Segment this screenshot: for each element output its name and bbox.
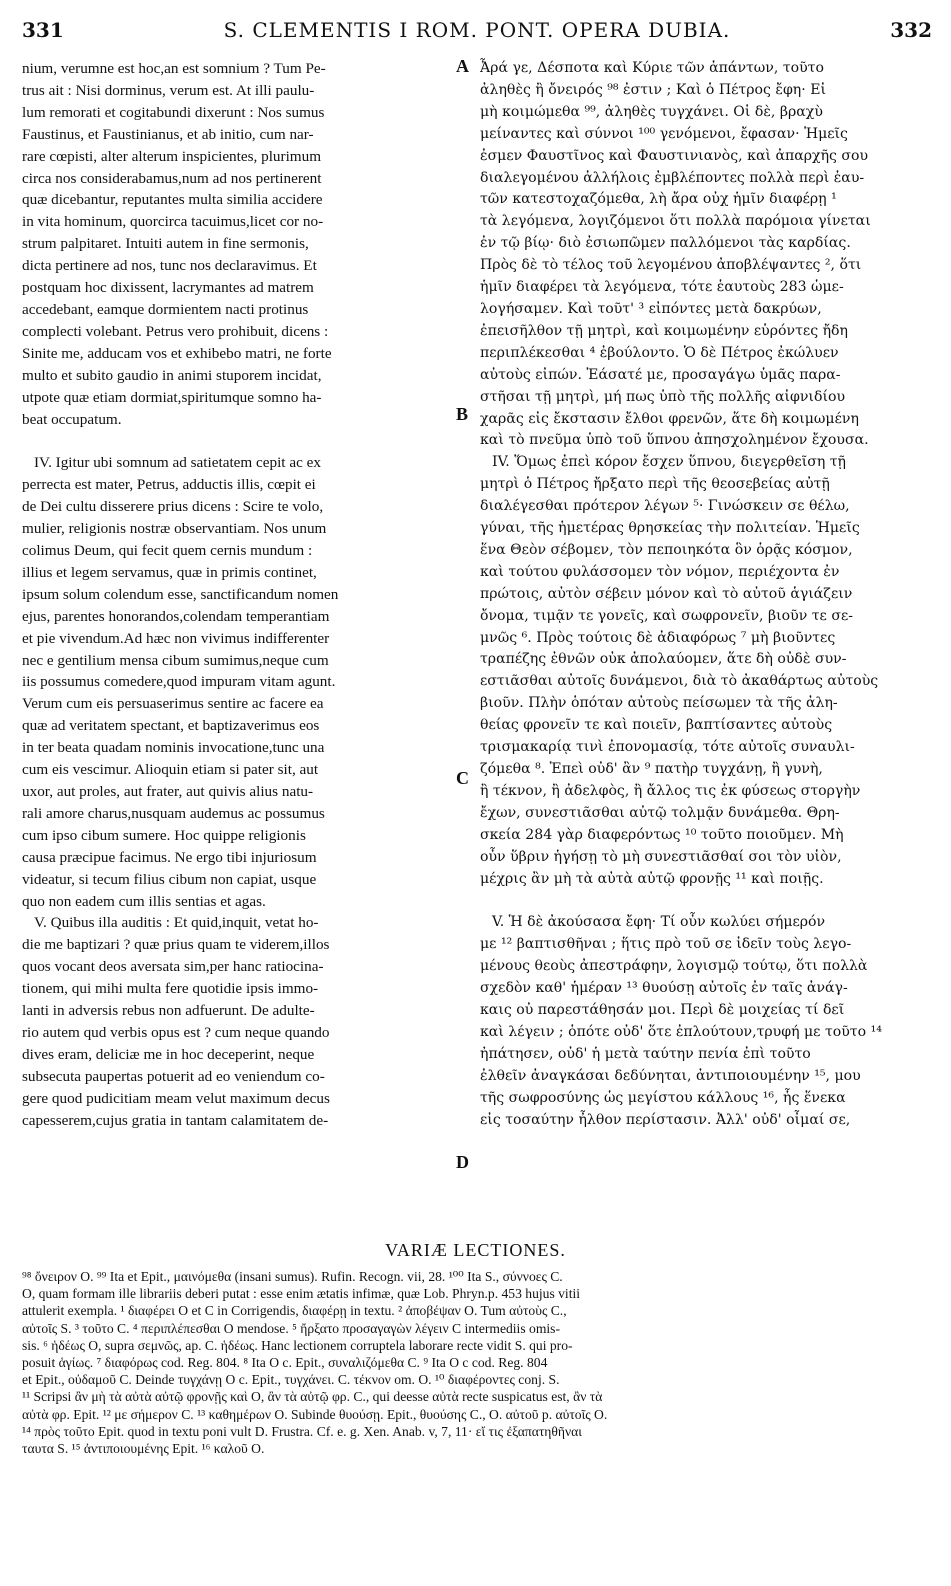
page-header	[22, 18, 932, 50]
text-line: O, quam formam ille librariis deberi putat : esse enim ætatis infimæ, quæ Lob. Phryn.p. 453 hujus vitii	[22, 1286, 581, 1302]
text-line: ὄνομα, τιμᾷν τε γονεῖς, καὶ σωφρονεῖν, βιοῦν τε σε-	[480, 607, 854, 624]
margin-marker-c: C	[456, 768, 469, 788]
text-line: gere quod pudicitiam meam velut maximum decus	[22, 1089, 330, 1107]
text-line: capesserem,cujus gratia in tantam calamitatem de-	[22, 1111, 329, 1129]
text-line: οὖν ὕβριν ἡγήσῃ τὸ μὴ συνεστιᾶσθαί σοι τὸν υἱὸν,	[480, 848, 842, 865]
text-line: μένους θεοὺς ἀπεστράφην, λογισμῷ τούτῳ, ὅτι πολλὰ	[480, 958, 868, 975]
text-line: σκεία 284 γὰρ διαφερόντως ¹⁰ τοῦτο ποιοῦμεν. Μὴ	[480, 826, 844, 843]
text-line: rio autem qud verbis opus est ? cum neque quando	[22, 1023, 330, 1041]
text-line: αὐτοὺς εἰπών. Ἐάσατέ με, προσαγάγω ὑμᾶς παρα-	[480, 366, 841, 383]
text-line: ἐλθεῖν ἀναγκάσαι δεδύνηται, ἀντιποιουμένην ¹⁵, μου	[480, 1067, 861, 1084]
text-line: μνῶς ⁶. Πρὸς τούτοις δὲ ἀδιαφόρως ⁷ μὴ βιοῦντες	[480, 629, 836, 646]
text-line: περιπλέκεσθαι ⁴ ἐβούλοντο. Ὁ δὲ Πέτρος ἐκώλυεν	[480, 344, 839, 361]
text-line: subsecuta paupertas potuerit ad eo veniendum co-	[22, 1067, 325, 1085]
text-line: V. Quibus illa auditis : Et quid,inquit, vetat ho-	[34, 914, 319, 932]
margin-marker-d: D	[456, 1152, 469, 1172]
text-line: de Dei cultu disserere prius dicens : Scire te volo,	[22, 498, 324, 516]
text-line: τῶν κατεστοχαζόμεθα, λὴ ἄρα οὐχ ἡμῖν διαφέρῃ ¹	[480, 191, 837, 208]
variae-lectiones-notes	[22, 1268, 934, 1457]
text-line: ἐν τῷ βίῳ· διὸ ἐσιωπῶμεν παλλόμενοι τὰς καρδίας.	[480, 235, 851, 252]
text-line: θείας φρονεῖν τε καὶ ποιεῖν, βαπτίσαντες αὐτοὺς	[480, 717, 833, 734]
text-line: ipsum solum colendum esse, sanctificandum nomen	[22, 585, 339, 603]
text-line: χαρᾶς εἰς ἔκστασιν ἔλθοι φρενῶν, ἅτε δὴ κοιμωμένη	[480, 410, 859, 427]
text-line: ¹¹ Scripsi ἂν μὴ τὰ αὐτὰ αὐτῷ φρονῇς καὶ O, ἂν τὰ αὐτῷ φρ. C., qui deesse αὐτὰ recte suspicatus est, ἂν τὰ	[22, 1389, 603, 1405]
text-line: IV. Ὅμως ἐπεὶ κόρον ἔσχεν ὕπνου, διεγερθεῖση τῇ	[492, 454, 847, 471]
text-line: καις οὐ παρεστάθησάν μοι. Περὶ δὲ μοιχείας τί δεῖ	[480, 1002, 845, 1019]
text-line: τρισμακαρίᾳ τινὶ ἐπονομασίᾳ, τότε αὐτοῖς συναυλι-	[480, 739, 855, 756]
text-line: uxor, aut proles, aut frater, aut quivis alius natu-	[22, 783, 314, 800]
text-line: quæ dicebantur, reputantes multa similia accidere	[22, 191, 323, 209]
text-line: cum ipso cibum sumere. Hoc quippe religionis	[22, 826, 306, 844]
paragraph-gap	[22, 430, 452, 452]
text-line: διαλεγομένου ἀλλήλοις ἐμβλέποντες πολλὰ περὶ ἑαυ-	[480, 169, 865, 186]
text-line: με ¹² βαπτισθῆναι ; ἥτις πρὸ τοῦ σε ἰδεῖν τοὺς λεγο-	[480, 936, 852, 953]
text-line: Ἆρά γε, Δέσποτα καὶ Κύριε τῶν ἁπάντων, τοῦτο	[480, 60, 824, 76]
greek-column	[480, 58, 932, 1132]
text-line: die me baptizari ? quæ prius quam te viderem,illos	[22, 936, 330, 954]
text-line: μὴ κοιμώμεθα ⁹⁹, ἀληθὲς τυγχάνει. Οἱ δὲ, βραχὺ	[480, 103, 823, 120]
text-line: καὶ τὸ πνεῦμα ὑπὸ τοῦ ὕπνου ἀπησχολημένον ἔχουσα.	[480, 432, 869, 449]
text-line: καὶ τούτου φυλάσσομεν τὸν νόμον, περιέχοντα ἐν	[480, 563, 840, 580]
text-line: causa præcipue facimus. Ne ergo tibi injuriosum	[22, 848, 317, 866]
text-line: lanti in adversis rebus non adfuerunt. De adulte-	[22, 1002, 315, 1020]
text-line: ἠπάτησεν, οὐδ' ἡ μετὰ ταύτην πενία ἐπὶ τοῦτο	[480, 1045, 811, 1062]
text-line: ἢ τέκνον, ἢ ἀδελφὸς, ἢ ἄλλος τις ἐκ φύσεως στοργὴν	[480, 782, 861, 799]
text-line: εἰς τοσαύτην ἦλθον περίστασιν. Ἀλλ' οὐδ' οἶμαί σε,	[480, 1111, 851, 1128]
text-line: in ter beata quadam nominis invocatione,tunc una	[22, 739, 325, 757]
running-title: S. CLEMENTIS I ROM. PONT. OPERA DUBIA.	[223, 18, 731, 42]
text-line: quæ ad veritatem spectant, et baptizaverimus eos	[22, 717, 320, 735]
text-line: μητρὶ ὁ Πέτρος ἤρξατο περὶ τῆς θεοσεβείας αὐτῇ	[480, 476, 830, 493]
text-line: quo non eadem cum illis sentias et agas.	[22, 892, 266, 910]
text-line: ἐσμεν Φαυστῖνος καὶ Φαυστινιανὸς, καὶ ἀπαρχῆς σου	[480, 147, 869, 164]
text-line: rare cœpisti, alter alterum inspicientes, plurimum	[22, 147, 322, 165]
text-line: quos vocant deos aversata sim,per hanc ratiocina-	[22, 958, 324, 976]
text-line: sis. ⁶ ἡδέως O, supra σεμνῶς, ap. C. ἡδέως. Hanc lectionem corruptela laborare recte vidit S. qui pro-	[22, 1337, 573, 1353]
text-line: διαλέγεσθαι πρότερον λέγων ⁵· Γινώσκειν σε θέλω,	[480, 498, 850, 515]
text-line: ἕνα Θεὸν σέβομεν, τὸν πεποιηκότα ὃν ὁρᾷς κόσμον,	[480, 541, 853, 558]
text-line: μείναντες καὶ σύννοι ¹⁰⁰ γενόμενοι, ἔφασαν· Ἡμεῖς	[480, 125, 848, 142]
text-line: αὐτοῖς S. ³ τοῦτο C. ⁴ περιπλέπεσθαι O mendose. ⁵ ἤρξατο προσαγαγὼν λέγειν C intermediis omis-	[22, 1320, 560, 1336]
text-line: τὰ λεγόμενα, λογιζόμενοι ὅτι πολλὰ παρόμοια γίνεται	[480, 213, 871, 230]
text-line: utpote quæ etiam dormiat,spiritumque somno ha-	[22, 388, 322, 406]
text-line: Faustinus, et Faustinianus, et ab initio, cum nar-	[22, 125, 314, 143]
text-line: strum palpitaret. Intuiti autem in fine sermonis,	[22, 235, 309, 253]
text-line: σχεδὸν καθ' ἡμέραν ¹³ θυούσῃ αὐτοῖς ἐν ταῖς ἀνάγ-	[480, 980, 848, 997]
text-line: et Epit., οὐδαμοῦ C. Deinde τυγχάνῃ O c. Epit., τυγχάνει. C. τέκνον om. O. ¹⁰ διαφέροντες conj. S.	[22, 1372, 560, 1388]
text-line: multo et subito gaudio in animi stuporem incidat,	[22, 366, 322, 384]
text-line: εστιᾶσθαι αὐτοῖς δυνάμενοι, διὰ τὸ ἀκαθάρτως αὐτοὺς	[480, 673, 879, 690]
text-line: ¹⁴ πρὸς τοῦτο Epit. quod in textu poni vult D. Frustra. Cf. e. g. Xen. Anab. v, 7, 11· εἴ τις ἐξαπατηθῆναι	[22, 1423, 582, 1439]
text-line: iis possumus comedere,quod impuram vitam agunt.	[22, 673, 336, 691]
text-line: ἔχων, συνεστιᾶσθαι αὐτῷ τολμᾷν δυνάμεθα. Θρη-	[480, 804, 840, 821]
text-line: Verum cum eis persuaserimus sentire ac facere ea	[22, 695, 324, 713]
text-line: τῆς σωφροσύνης ὡς μεγίστου κάλλους ¹⁶, ἧς ἕνεκα	[480, 1089, 846, 1106]
text-line: colimus Deum, qui fecit quem cernis mundum :	[22, 542, 313, 560]
text-line: dicta pertinere ad nos, tunc nos declaravimus. Et	[22, 257, 317, 275]
text-line: V. Ἡ δὲ ἀκούσασα ἔφη· Τί οὖν κωλύει σήμερόν	[492, 914, 826, 931]
text-line: beat occupatum.	[22, 410, 122, 428]
text-line: lum remorati et cogitabundi dixerunt : Nos sumus	[22, 103, 325, 121]
text-line: dives eram, deliciæ me in hoc deceperint, neque	[22, 1045, 315, 1063]
text-line: τραπέζης ἐθνῶν οὐκ ἀπολαύομεν, ἅτε δὴ οὐδὲ συν-	[480, 651, 847, 668]
text-line: ejus, parentes honorandos,colendam temperantiam	[22, 607, 330, 625]
text-line: postquam hoc dixissent, lacrymantes ad matrem	[22, 279, 314, 297]
text-line: illius et legem servamus, quæ in primis continet,	[22, 563, 317, 581]
text-line: tionem, qui mihi multa fere quotidie ipsis immo-	[22, 980, 319, 998]
text-line: αὐτὰ φρ. Epit. ¹² με σήμερον C. ¹³ καθημέρων O. Subinde θυούσῃ. Epit., θυούσης C., O. αὐτοῦ p. αὐτοῖς O.	[22, 1406, 608, 1422]
text-line: complecti volebant. Petrus vero prohibuit, dicens :	[22, 322, 329, 340]
text-line: ἡμῖν διαφέρει τὰ λεγόμενα, τότε ἑαυτοὺς 283 ὡμε-	[480, 279, 844, 296]
paragraph-gap	[480, 890, 932, 912]
left-page-number: 331	[22, 18, 64, 42]
text-line: IV. Igitur ubi somnum ad satietatem cepit ac ex	[34, 454, 321, 472]
text-line: μέχρις ἂν μὴ τὰ αὐτὰ αὐτῷ φρονῇς ¹¹ καὶ ποιῇς.	[480, 870, 824, 887]
latin-column	[22, 58, 452, 1132]
text-line: nium, verumne est hoc,an est somnium ? Tum Pe-	[22, 60, 326, 77]
variae-lectiones-title: VARIÆ LECTIONES.	[385, 1240, 566, 1260]
text-line: ⁹⁸ ὄνειρον O. ⁹⁹ Ita et Epit., μαινόμεθα (insani sumus). Rufin. Recogn. vii, 28. ¹⁰⁰ Ita S., σύννοες C.	[22, 1269, 563, 1284]
text-line: mulier, religionis nostræ observantiam. Nos unum	[22, 520, 327, 538]
text-line: πρώτοις, αὐτὸν σέβειν μόνον καὶ τὸ αὐτοῦ ἁγιάζειν	[480, 585, 853, 602]
text-line: Πρὸς δὲ τὸ τέλος τοῦ λεγομένου ἀποβλέψαντες ², ὅτι	[480, 257, 862, 274]
text-line: nec e gentilium mensa cibum sumimus,neque cum	[22, 651, 329, 669]
text-line: et pie vivendum.Ad hæc non vivimus indifferenter	[22, 629, 330, 647]
text-line: circa nos considerabamus,num ad nos pertinerent	[22, 169, 322, 187]
text-line: καὶ λέγειν ; ὁπότε οὐδ' ὅτε ἐπλούτουν,τρυφή με τοῦτο ¹⁴	[480, 1023, 882, 1040]
text-line: ζόμεθα ⁸. Ἐπεὶ οὐδ' ἂν ⁹ πατὴρ τυγχάνῃ, ἢ γυνὴ,	[480, 761, 823, 777]
text-line: rali amore charus,nusquam audemus ac possumus	[22, 804, 325, 822]
text-line: Sinite me, adducam vos et exhibebo matri, ne forte	[22, 344, 332, 362]
text-line: βιοῦν. Πλὴν ὁπόταν αὐτοὺς πείσωμεν τὰ τῆς ἀλη-	[480, 695, 838, 712]
text-line: ἐπεισῆλθον τῇ μητρὶ, καὶ κοιμωμένην εὑρόντες ἤδη	[480, 322, 848, 339]
text-line: attulerit exempla. ¹ διαφέρει O et C in Corrigendis, διαφέρῃ in textu. ² ἀποβέψαν O. Tum αὐτοὺς C.,	[22, 1303, 567, 1319]
text-line: στῆσαι τῇ μητρὶ, μή πως ὑπὸ τῆς πολλῆς αἰφνιδίου	[480, 388, 846, 405]
text-line: λογήσαμεν. Καὶ τοῦτ' ³ εἰπόντες μετὰ δακρύων,	[480, 300, 822, 317]
text-line: videatur, si tecum filius cibum non capiat, usque	[22, 870, 317, 888]
margin-marker-b: B	[456, 404, 469, 424]
text-line: posuit ἁγίως. ⁷ διαφόρως cod. Reg. 804. ⁸ Ita O c. Epit., συναλιζόμεθα C. ⁹ Ita O c cod. Reg. 804	[22, 1355, 548, 1371]
text-line: in vita hominum, quorcirca tacuimus,licet cor no-	[22, 213, 324, 231]
text-line: ταυτα S. ¹⁵ ἀντιποιουμένης Epit. ¹⁶ καλοῦ O.	[22, 1441, 265, 1457]
right-page-number: 332	[890, 18, 932, 42]
text-line: cum eis vescimur. Alioquin etiam si pater sit, aut	[22, 761, 319, 779]
margin-marker-a: A	[456, 56, 469, 76]
text-line: perrecta est mater, Petrus, adductis illis, cœpit ei	[22, 476, 316, 494]
text-line: trus ait : Nisi dorminus, verum est. At illi paulu-	[22, 81, 315, 99]
text-line: ἀληθὲς ἢ ὄνειρός ⁹⁸ ἐστιν ; Καὶ ὁ Πέτρος ἔφη· Εἰ	[480, 81, 827, 98]
text-line: γύναι, τῆς ἡμετέρας θρησκείας τὴν πολιτείαν. Ἡμεῖς	[480, 520, 860, 537]
text-line: accedebant, eamque dormientem nacti protinus	[22, 300, 309, 318]
